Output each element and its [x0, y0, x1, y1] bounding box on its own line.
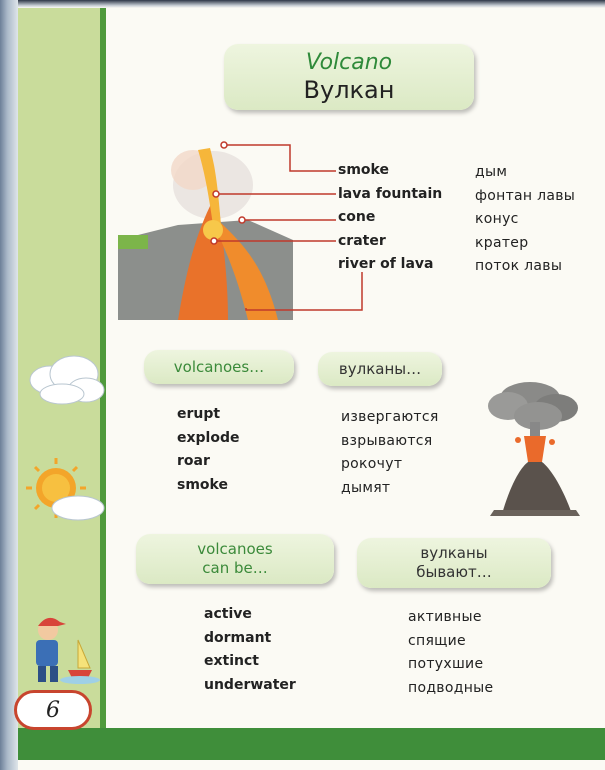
section1-header-en-text: volcanoes…: [173, 357, 265, 376]
diagram-label: smoke: [338, 162, 389, 178]
verb-en: roar: [177, 453, 210, 469]
diagram-labels-english: [338, 159, 442, 277]
title-box: [224, 44, 474, 110]
diagram-label-ru: поток лавы: [475, 258, 563, 274]
verb-ru: дымят: [341, 479, 391, 496]
verb-en: smoke: [177, 476, 228, 493]
diagram-label: crater: [338, 232, 386, 249]
adjectives-english: [204, 603, 296, 697]
diagram-label-ru: конус: [475, 211, 519, 227]
section1-header-ru-text: вулканы…: [338, 359, 422, 378]
child-with-boat-icon: [36, 618, 100, 684]
bottom-green-band: [18, 728, 605, 760]
section2-header-russian: [357, 538, 551, 588]
sun-icon: [26, 458, 104, 520]
verb-en: erupt: [177, 406, 221, 422]
section2-header-ru-line2: бывают…: [416, 563, 492, 581]
diagram-label-ru: дым: [475, 164, 508, 180]
erupting-volcano-icon: [480, 376, 590, 521]
section1-header-english: [144, 350, 294, 384]
section1-header-russian: [318, 352, 442, 386]
adjective-en: active: [204, 606, 252, 622]
verb-ru: рокочут: [341, 456, 403, 472]
adjectives-russian: [408, 606, 493, 700]
diagram-label-ru: кратер: [475, 234, 529, 251]
verbs-russian: [341, 406, 439, 500]
verb-ru: извергаются: [341, 409, 439, 425]
adjective-en: extinct: [204, 653, 259, 669]
adjective-en: underwater: [204, 676, 296, 693]
diagram-label: river of lava: [338, 256, 434, 272]
adjective-en: dormant: [204, 629, 272, 646]
diagram-label: cone: [338, 209, 376, 225]
section2-header-english: [136, 534, 334, 584]
cloud-icon: [30, 356, 104, 404]
verb-en: explode: [177, 429, 240, 446]
adjective-ru: потухшие: [408, 656, 484, 672]
title-russian: Вулкан: [303, 76, 395, 104]
page-top-edge: [0, 0, 605, 8]
diagram-label: lava fountain: [338, 185, 443, 202]
diagram-labels-russian: [475, 161, 575, 279]
title-english: Volcano: [305, 50, 393, 75]
volcano-diagram: [118, 130, 368, 330]
volcano-cross-section-illustration: [118, 148, 293, 320]
verbs-english: [177, 403, 239, 497]
section2-header-ru-line1: вулканы: [420, 544, 488, 562]
verb-ru: взрываются: [341, 432, 433, 449]
book-spine-shadow: [0, 0, 18, 770]
section2-header-en-line1: volcanoes: [197, 540, 273, 558]
adjective-ru: активные: [408, 609, 482, 625]
adjective-ru: спящие: [408, 632, 466, 649]
adjective-ru: подводные: [408, 679, 494, 696]
page-number: 6: [14, 690, 92, 730]
section2-header-en-line2: can be…: [202, 559, 268, 577]
border-illustrations: [18, 340, 108, 720]
diagram-label-ru: фонтан лавы: [475, 187, 576, 204]
